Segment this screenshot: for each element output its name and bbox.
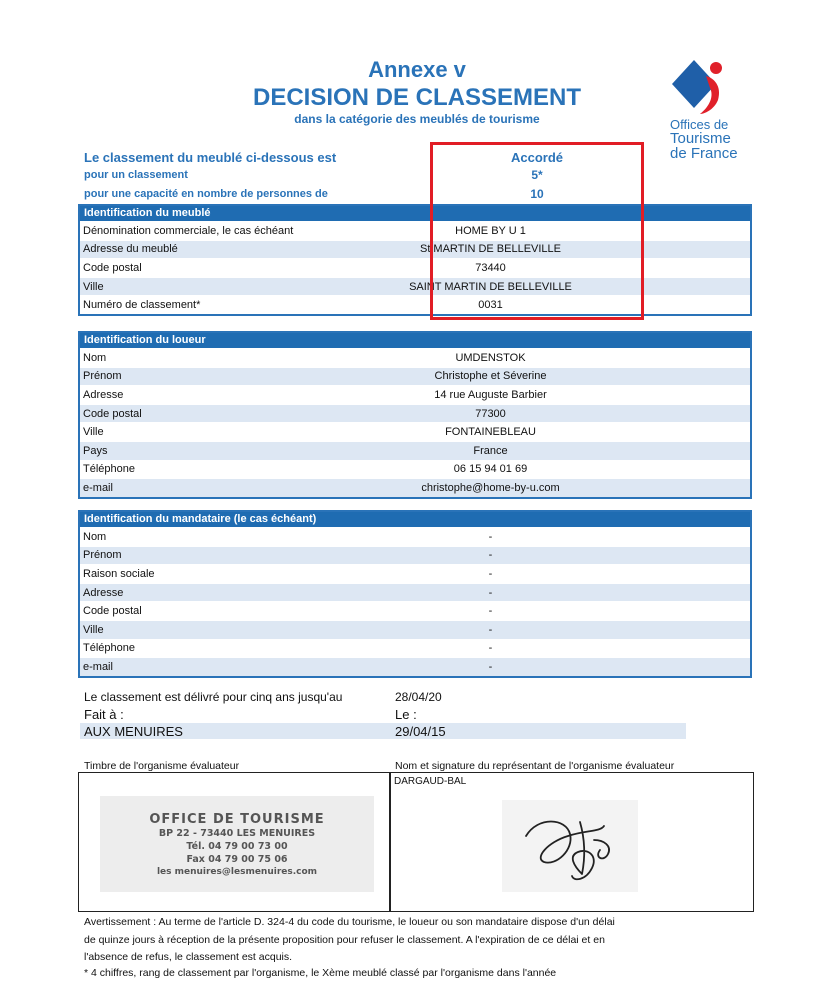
table-row <box>80 460 750 479</box>
table-row <box>80 240 750 259</box>
row-value: 73440 <box>475 261 506 274</box>
row-value: 14 rue Auguste Barbier <box>434 388 547 401</box>
row-value: 77300 <box>475 407 506 420</box>
classement-capacity-label: pour une capacité en nombre de personnes de <box>84 188 328 200</box>
row-label: Raison sociale <box>83 567 155 580</box>
meuble-rows <box>80 221 750 314</box>
place-value: AUX MENUIRES <box>84 724 183 739</box>
annex-label: Annexe v <box>368 57 466 82</box>
row-value: FONTAINEBLEAU <box>445 426 536 439</box>
stamp-line: les menuires@lesmenuires.com <box>156 867 318 877</box>
row-label: Ville <box>83 623 104 636</box>
validity-label: Le classement est délivré pour cinq ans jusqu'au <box>84 690 343 704</box>
section-meuble <box>78 204 752 316</box>
signer-name: DARGAUD-BAL <box>394 776 467 787</box>
row-value: 06 15 94 01 69 <box>453 463 528 476</box>
row-label: Dénomination commerciale, le cas échéant <box>83 224 294 237</box>
validity-date: 28/04/20 <box>395 690 442 704</box>
date-value: 29/04/15 <box>395 724 446 739</box>
table-row <box>80 258 750 277</box>
row-label: Adresse du meublé <box>83 243 178 256</box>
section-heading: Identification du loueur <box>80 333 750 348</box>
row-label: Adresse <box>83 388 124 401</box>
signature-divider <box>389 772 391 912</box>
row-value: - <box>488 605 493 618</box>
row-label: Prénom <box>83 549 122 562</box>
row-value: - <box>488 660 493 673</box>
table-row <box>80 367 750 386</box>
row-value: St MARTIN DE BELLEVILLE <box>419 243 562 256</box>
table-row <box>80 277 750 296</box>
table-row <box>80 385 750 404</box>
stamp-line: Tél. 04 79 00 73 00 <box>186 841 288 852</box>
le-label: Le : <box>395 707 417 722</box>
office-stamp <box>100 796 374 892</box>
logo-text-line: Offices de <box>670 117 729 132</box>
table-row <box>80 404 750 423</box>
row-label: Code postal <box>83 407 142 420</box>
row-label: Nom <box>83 530 107 543</box>
classement-class-value: 5* <box>531 168 543 182</box>
classement-capacity-value: 10 <box>530 187 544 201</box>
row-value: SAINT MARTIN DE BELLEVILLE <box>409 280 572 293</box>
mandataire-rows <box>80 527 750 676</box>
warning-line: Avertissement : Au terme de l'article D. 324-4 du code du tourisme, le loueur ou son mandataire dispose d'un délai <box>84 916 615 928</box>
row-value: - <box>488 642 493 655</box>
classement-intro-value: Accordé <box>510 150 564 165</box>
row-label: Adresse <box>83 586 124 599</box>
table-row <box>80 564 750 583</box>
row-label: Ville <box>83 280 104 293</box>
section-loueur <box>78 331 752 499</box>
stamp-label: Timbre de l'organisme évaluateur <box>84 760 240 772</box>
warning-line: l'absence de refus, le classement est acquis. <box>84 951 293 963</box>
highlight-box <box>430 142 644 320</box>
section-heading: Identification du meublé <box>80 206 750 221</box>
row-label: Pays <box>83 444 108 457</box>
stamp-line: OFFICE DE TOURISME <box>149 812 325 827</box>
row-value: 0031 <box>478 299 503 312</box>
offices-de-tourisme-logo <box>670 58 736 118</box>
warning-line: de quinze jours à réception de la présente proposition pour refuser le classement. A l'expiration de ce délai et en <box>84 934 605 946</box>
loueur-rows <box>80 348 750 497</box>
table-row <box>80 583 750 602</box>
table-row <box>80 657 750 676</box>
section-heading: Identification du mandataire (le cas échéant) <box>80 512 750 527</box>
row-label: Téléphone <box>83 642 135 655</box>
table-row <box>80 348 750 367</box>
classement-intro-label: Le classement du meublé ci-dessous est <box>84 150 337 165</box>
logo-text-line: Tourisme <box>670 130 731 147</box>
section-mandataire <box>78 510 752 678</box>
table-row <box>80 221 750 240</box>
page-title: DECISION DE CLASSEMENT <box>252 84 582 111</box>
row-value: UMDENSTOK <box>455 351 526 364</box>
row-label: Code postal <box>83 261 142 274</box>
row-label: Nom <box>83 351 107 364</box>
table-row <box>80 620 750 639</box>
logo-text <box>670 118 760 161</box>
row-label: Numéro de classement* <box>83 299 201 312</box>
row-value: christophe@home-by-u.com <box>421 481 560 494</box>
row-label: Téléphone <box>83 463 135 476</box>
fait-a-label: Fait à : <box>84 707 124 722</box>
row-label: Ville <box>83 426 104 439</box>
row-value: - <box>488 549 493 562</box>
footnote: * 4 chiffres, rang de classement par l'organisme, le Xème meublé classé par l'organisme dans l'année <box>84 967 557 979</box>
row-label: Code postal <box>83 605 142 618</box>
page-subtitle: dans la catégorie des meublés de tourisme <box>294 112 540 126</box>
logo-text-line: de France <box>670 145 738 162</box>
table-row <box>80 601 750 620</box>
row-value: France <box>473 444 508 457</box>
signature-label: Nom et signature du représentant de l'organisme évaluateur <box>395 760 675 772</box>
row-value: HOME BY U 1 <box>455 224 526 237</box>
row-value: - <box>488 623 493 636</box>
table-row <box>80 546 750 565</box>
row-value: Christophe et Séverine <box>434 370 547 383</box>
row-value: - <box>488 530 493 543</box>
stamp-line: BP 22 - 73440 LES MENUIRES <box>158 828 316 839</box>
table-row <box>80 639 750 658</box>
row-label: e-mail <box>83 660 113 673</box>
row-value: - <box>488 567 493 580</box>
table-row <box>80 527 750 546</box>
row-label: e-mail <box>83 481 113 494</box>
stamp-line: Fax 04 79 00 75 06 <box>186 854 288 865</box>
table-row <box>80 441 750 460</box>
table-row <box>80 478 750 497</box>
classement-class-label: pour un classement <box>84 169 188 181</box>
handwritten-signature <box>508 806 632 890</box>
table-row <box>80 295 750 314</box>
row-label: Prénom <box>83 370 122 383</box>
table-row <box>80 422 750 441</box>
row-value: - <box>488 586 493 599</box>
